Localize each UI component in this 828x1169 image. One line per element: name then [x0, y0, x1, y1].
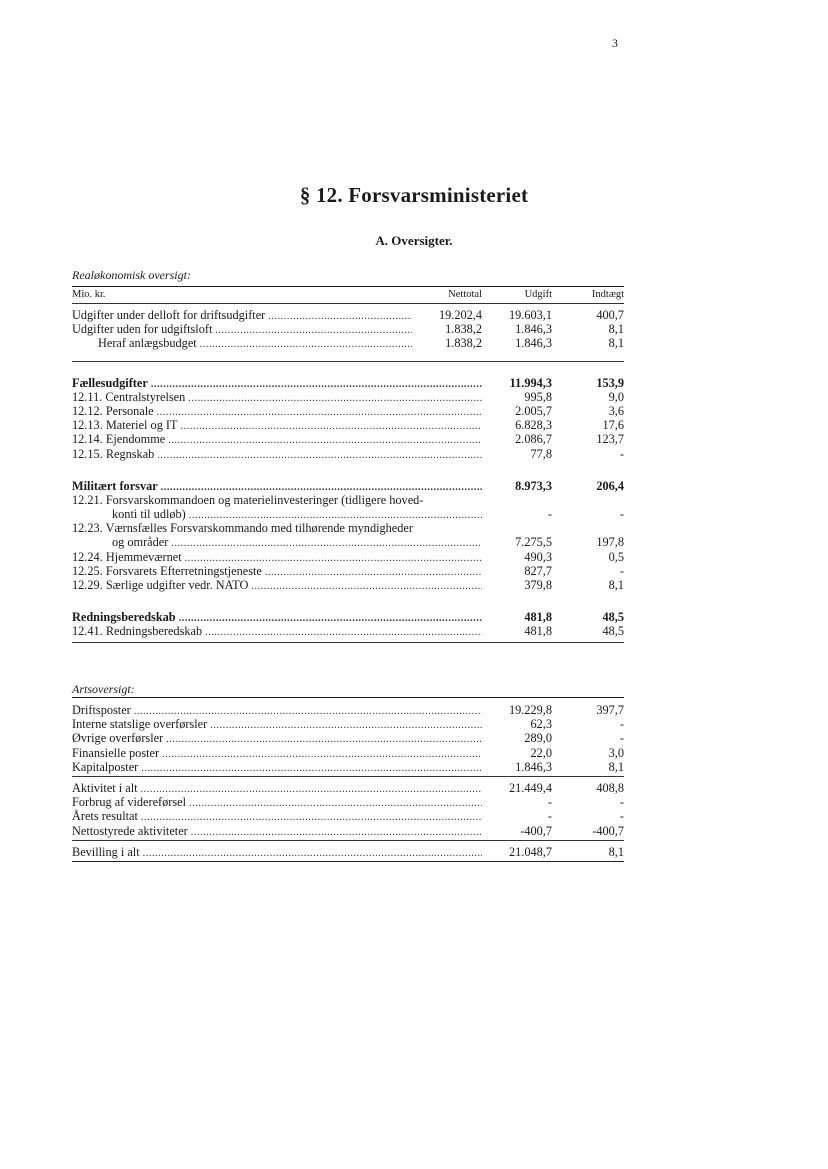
- group-heading-row: [72, 479, 624, 493]
- udgift-value: 8.973,3: [515, 478, 552, 493]
- udgift-value: 2.086,7: [515, 432, 552, 447]
- udgift-value: 1.846,3: [515, 759, 552, 774]
- row-label: 12.24. Hjemmeværnet: [72, 549, 182, 564]
- udgift-value: 21.048,7: [508, 844, 552, 859]
- table-row-line1: [72, 493, 624, 507]
- row-label: 12.15. Regnskab: [72, 446, 155, 461]
- indtaegt-value: 400,7: [596, 308, 624, 322]
- leader-dots: [251, 578, 482, 594]
- row-label: Finansielle poster: [72, 745, 160, 760]
- table-row: [72, 824, 624, 838]
- table-row: [72, 418, 624, 432]
- table-header-row: [72, 286, 624, 303]
- table-row: [72, 760, 624, 774]
- udgift-value: 21.449,4: [508, 780, 552, 795]
- indtaegt-value: -: [619, 507, 624, 522]
- indtaegt-value: 8,1: [608, 759, 624, 774]
- indtaegt-value: -: [619, 717, 624, 732]
- page-title: § 12. Forsvarsministeriet: [299, 183, 529, 207]
- leader-dots: [141, 760, 482, 776]
- artsoversigt-table: [72, 697, 624, 864]
- indtaegt-value: 8,1: [608, 844, 624, 859]
- row-label: Nettostyrede aktiviteter: [72, 823, 188, 838]
- table-row: [72, 809, 624, 823]
- leader-dots: [200, 336, 412, 352]
- row-label: Årets resultat: [72, 809, 138, 824]
- table-row: [72, 404, 624, 418]
- table-row: [72, 845, 624, 859]
- table-row: [72, 795, 624, 809]
- indtaegt-value: 197,8: [596, 535, 624, 550]
- table-row: [72, 308, 624, 322]
- table-row: [72, 447, 624, 461]
- leader-dots: [143, 845, 482, 861]
- nettotal-header: Nettotal: [448, 289, 482, 300]
- table-row: [72, 336, 624, 350]
- indtaegt-value: 8,1: [608, 336, 624, 351]
- udgift-value: 1.846,3: [515, 336, 552, 351]
- group-heading-label: Fællesudgifter: [72, 375, 148, 390]
- indtaegt-value: 153,9: [596, 375, 624, 390]
- row-label: 12.25. Forsvarets Efterretningstjeneste: [72, 563, 262, 578]
- indtaegt-value: 48,5: [602, 610, 624, 625]
- row-label: Aktivitet i alt: [72, 780, 138, 795]
- indtaegt-value: 408,8: [596, 780, 624, 795]
- row-label: 12.11. Centralstyrelsen: [72, 389, 186, 404]
- table-row: [72, 390, 624, 404]
- unit-header: Mio. kr.: [72, 289, 106, 300]
- indtaegt-value: 9,0: [608, 389, 624, 404]
- row-label: 12.23. Værnsfælles Forsvarskommando med tilhørende myndigheder: [72, 521, 413, 536]
- row-label: konti til udløb): [112, 507, 186, 522]
- table-row: [72, 731, 624, 745]
- table-row: [72, 624, 624, 638]
- udgift-value: 19.603,1: [508, 308, 552, 322]
- row-label: 12.41. Redningsberedskab: [72, 624, 203, 639]
- page-number: 3: [612, 36, 618, 50]
- udgift-value: -: [547, 795, 552, 810]
- udgift-value: 481,8: [524, 624, 552, 639]
- row-label: 12.13. Materiel og IT: [72, 418, 178, 433]
- leader-dots: [191, 824, 482, 840]
- row-label: 12.21. Forsvarskommandoen og materielinvesteringer (tidligere hoved-: [72, 492, 424, 507]
- udgift-value: 995,8: [524, 389, 552, 404]
- table-row: [72, 564, 624, 578]
- udgift-value: 77,8: [530, 446, 552, 461]
- indtaegt-value: 48,5: [602, 624, 624, 639]
- udgift-header: Udgift: [524, 289, 552, 300]
- indtaegt-value: 206,4: [596, 478, 624, 493]
- indtaegt-header: Indtægt: [591, 289, 624, 300]
- leader-dots: [205, 624, 482, 640]
- nettotal-value: 19.202,4: [438, 308, 482, 322]
- row-label: Forbrug af videreførsel: [72, 795, 187, 810]
- indtaegt-value: -: [619, 795, 624, 810]
- indtaegt-value: -400,7: [592, 823, 624, 838]
- table-row: [72, 781, 624, 795]
- artsoversigt-label: Artsoversigt:: [72, 682, 135, 696]
- udgift-value: 2.005,7: [515, 403, 552, 418]
- row-label: 12.14. Ejendomme: [72, 432, 166, 447]
- row-label: Udgifter under delloft for driftsudgifter: [72, 308, 266, 322]
- udgift-value: -: [547, 507, 552, 522]
- table-row: [72, 507, 624, 521]
- udgift-value: 11.994,3: [509, 375, 552, 390]
- indtaegt-value: 8,1: [608, 322, 624, 337]
- group-heading-row: [72, 610, 624, 624]
- row-label: og områder: [112, 535, 169, 550]
- table-row: [72, 322, 624, 336]
- udgift-value: 379,8: [524, 578, 552, 592]
- row-label: 12.29. Særlige udgifter vedr. NATO: [72, 578, 249, 592]
- indtaegt-value: 3,0: [608, 745, 624, 760]
- udgift-value: 490,3: [524, 549, 552, 564]
- indtaegt-value: -: [619, 446, 624, 461]
- nettotal-value: 1.838,2: [445, 336, 482, 351]
- table-row: [72, 703, 624, 717]
- indtaegt-value: 123,7: [596, 432, 624, 447]
- realokonomisk-label: Realøkonomisk oversigt:: [72, 268, 191, 282]
- table-row: [72, 550, 624, 564]
- indtaegt-value: 17,6: [602, 418, 624, 433]
- section-rule: [72, 361, 624, 376]
- table-row: [72, 717, 624, 731]
- row-label: Udgifter uden for udgiftsloft: [72, 322, 213, 337]
- realokonomisk-table: [72, 286, 624, 645]
- udgift-value: -400,7: [520, 823, 552, 838]
- udgift-value: 481,8: [524, 610, 552, 625]
- row-label: Øvrige overførsler: [72, 731, 164, 746]
- table-row: [72, 578, 624, 592]
- udgift-value: 7.275,5: [515, 535, 552, 550]
- indtaegt-value: 3,6: [608, 403, 624, 418]
- udgift-value: -: [547, 809, 552, 824]
- arts-bottom-rule: [72, 861, 624, 864]
- table-row: [72, 535, 624, 549]
- row-label: Heraf anlægsbudget: [98, 336, 197, 351]
- row-label: Interne statslige overførsler: [72, 717, 208, 732]
- nettotal-value: 1.838,2: [445, 322, 482, 337]
- section-subtitle: A. Oversigter.: [375, 233, 453, 248]
- table-row: [72, 746, 624, 760]
- table-row-line1: [72, 521, 624, 535]
- row-label: 12.12. Personale: [72, 403, 154, 418]
- udgift-value: 22,0: [530, 745, 552, 760]
- table-bottom-rule: [72, 642, 624, 645]
- row-label: Kapitalposter: [72, 759, 139, 774]
- indtaegt-value: -: [619, 563, 624, 578]
- udgift-value: 827,7: [524, 563, 552, 578]
- indtaegt-value: -: [619, 809, 624, 824]
- group-heading-label: Militært forsvar: [72, 478, 158, 493]
- group-heading-row: [72, 376, 624, 390]
- table-row: [72, 432, 624, 446]
- udgift-value: 289,0: [524, 731, 552, 746]
- group-heading-label: Redningsberedskab: [72, 610, 176, 625]
- row-label: Bevilling i alt: [72, 844, 140, 859]
- udgift-value: 6.828,3: [515, 418, 552, 433]
- indtaegt-value: -: [619, 731, 624, 746]
- indtaegt-value: 0,5: [608, 549, 624, 564]
- leader-dots: [157, 447, 482, 463]
- indtaegt-value: 8,1: [608, 578, 624, 592]
- udgift-value: 1.846,3: [515, 322, 552, 337]
- indtaegt-value: 397,7: [596, 703, 624, 717]
- udgift-value: 19.229,8: [508, 703, 552, 717]
- row-label: Driftsposter: [72, 703, 131, 717]
- udgift-value: 62,3: [530, 717, 552, 732]
